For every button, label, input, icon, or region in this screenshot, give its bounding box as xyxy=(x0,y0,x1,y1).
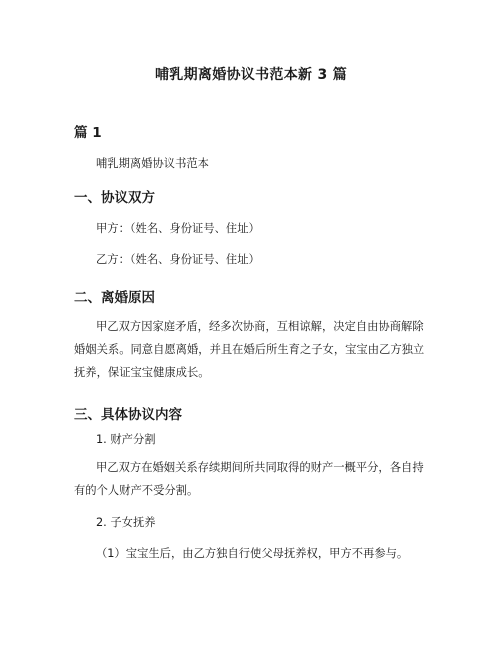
section-heading-agreement: 三、具体协议内容 xyxy=(74,407,182,423)
section-heading-parties: 一、协议双方 xyxy=(74,190,155,206)
item-custody-label: 2. 子女抚养 xyxy=(96,516,156,529)
custody-paragraph: （1）宝宝生后，由乙方独自行使父母抚养权，甲方不再参与。 xyxy=(96,547,409,560)
section-heading-reason: 二、离婚原因 xyxy=(74,290,155,306)
reason-paragraph: 甲乙双方因家庭矛盾，经多次协商，互相谅解，决定自由协商解除婚姻关系。同意自愿离婚，并且在婚后所生育之子女，宝宝由乙方独立抚养，保证宝宝健康成长。 xyxy=(74,320,425,379)
document-title: 哺乳期离婚协议书范本新 3 篇 xyxy=(155,67,347,83)
part-heading: 篇 1 xyxy=(74,125,102,141)
party-b-line: 乙方：（姓名、身份证号、住址） xyxy=(96,253,260,266)
party-a-line: 甲方：（姓名、身份证号、住址） xyxy=(96,222,260,235)
document-subtitle: 哺乳期离婚协议书范本 xyxy=(96,157,209,170)
property-paragraph: 甲乙双方在婚姻关系存续期间所共同取得的财产一概平分，各自持有的个人财产不受分割。 xyxy=(74,461,424,497)
item-property-label: 1. 财产分割 xyxy=(96,433,156,446)
